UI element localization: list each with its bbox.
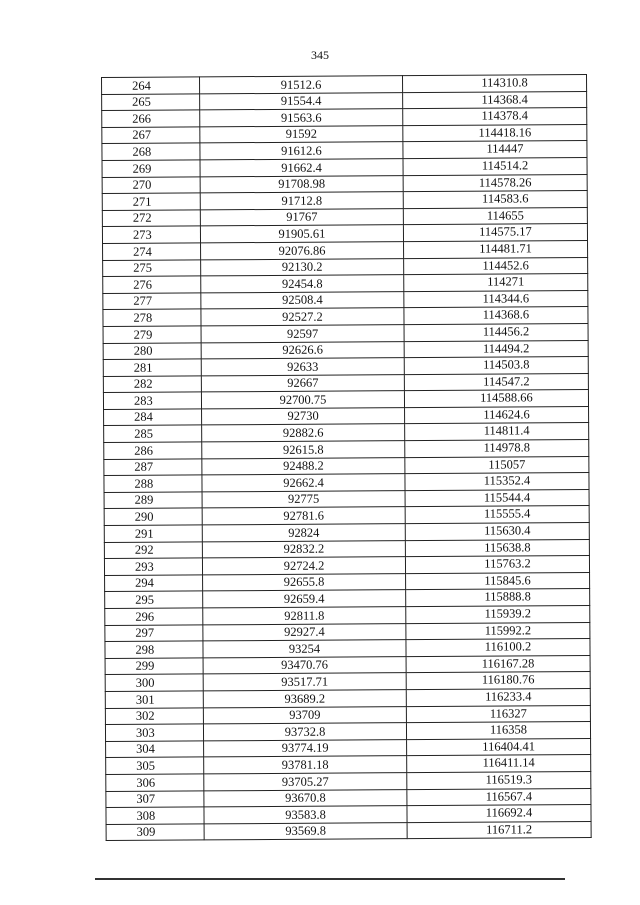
value-a-cell: 93705.27: [204, 773, 407, 791]
value-a-cell: 93517.71: [203, 673, 406, 691]
value-b-cell: 114481.71: [404, 240, 588, 258]
row-index-cell: 264: [102, 77, 200, 94]
row-index-cell: 294: [105, 575, 203, 592]
value-b-cell: 115845.6: [406, 572, 590, 590]
value-b-cell: 116692.4: [407, 805, 591, 823]
row-index-cell: 273: [102, 226, 200, 243]
value-b-cell: 115763.2: [405, 556, 589, 574]
value-a-cell: 92824: [202, 524, 405, 542]
value-b-cell: 114575.17: [403, 224, 587, 242]
value-a-cell: 93670.8: [204, 789, 407, 807]
row-index-cell: 270: [102, 176, 200, 193]
value-b-cell: 115630.4: [405, 523, 589, 541]
row-index-cell: 303: [105, 724, 203, 741]
row-index-cell: 271: [102, 193, 200, 210]
row-index-cell: 308: [106, 807, 204, 824]
row-index-cell: 266: [102, 110, 200, 127]
value-a-cell: 93781.18: [204, 756, 407, 774]
value-a-cell: 92662.4: [202, 474, 405, 492]
row-index-cell: 279: [103, 326, 201, 343]
value-b-cell: 114624.6: [405, 406, 589, 424]
value-a-cell: 93774.19: [204, 739, 407, 757]
value-a-cell: 93732.8: [203, 723, 406, 741]
value-b-cell: 114494.2: [404, 340, 588, 358]
bottom-rule: [95, 878, 565, 880]
value-b-cell: 114418.16: [403, 124, 587, 142]
value-a-cell: 93569.8: [204, 822, 407, 840]
row-index-cell: 309: [106, 824, 204, 841]
value-b-cell: 116100.2: [406, 639, 590, 657]
value-b-cell: 114578.26: [403, 174, 587, 192]
value-a-cell: 92700.75: [201, 391, 404, 409]
value-b-cell: 116233.4: [406, 688, 590, 706]
row-index-cell: 295: [105, 591, 203, 608]
row-index-cell: 277: [103, 293, 201, 310]
value-b-cell: 114310.8: [402, 75, 586, 93]
value-b-cell: 116167.28: [406, 655, 590, 673]
value-b-cell: 114447: [403, 141, 587, 159]
row-index-cell: 275: [103, 259, 201, 276]
row-index-cell: 289: [104, 492, 202, 509]
value-a-cell: 92633: [201, 358, 404, 376]
row-index-cell: 274: [103, 243, 201, 260]
value-b-cell: 116711.2: [407, 821, 591, 839]
value-b-cell: 114368.4: [403, 91, 587, 109]
row-index-cell: 307: [106, 790, 204, 807]
value-b-cell: 114344.6: [404, 290, 588, 308]
row-index-cell: 265: [102, 93, 200, 110]
value-b-cell: 116519.3: [407, 771, 591, 789]
value-a-cell: 91905.61: [200, 225, 403, 243]
value-a-cell: 92130.2: [201, 258, 404, 276]
value-a-cell: 93254: [203, 640, 406, 658]
value-b-cell: 115555.4: [405, 506, 589, 524]
value-a-cell: 91512.6: [200, 76, 403, 94]
value-a-cell: 93470.76: [203, 656, 406, 674]
value-a-cell: 92724.2: [202, 557, 405, 575]
row-index-cell: 291: [104, 525, 202, 542]
value-a-cell: 92626.6: [201, 341, 404, 359]
row-index-cell: 286: [104, 442, 202, 459]
row-index-cell: 305: [106, 757, 204, 774]
value-b-cell: 116327: [406, 705, 590, 723]
row-index-cell: 288: [104, 475, 202, 492]
row-index-cell: 296: [105, 608, 203, 625]
value-a-cell: 91612.6: [200, 142, 403, 160]
page-number: 345: [311, 48, 329, 62]
row-index-cell: 268: [102, 143, 200, 160]
value-a-cell: 93689.2: [203, 690, 406, 708]
value-a-cell: 92454.8: [201, 275, 404, 293]
value-b-cell: 114368.6: [404, 307, 588, 325]
value-a-cell: 92508.4: [201, 291, 404, 309]
row-index-cell: 267: [102, 127, 200, 144]
row-index-cell: 293: [104, 558, 202, 575]
value-a-cell: 92655.8: [203, 573, 406, 591]
value-a-cell: 92882.6: [202, 424, 405, 442]
row-index-cell: 306: [106, 774, 204, 791]
value-a-cell: 92781.6: [202, 507, 405, 525]
value-b-cell: 115544.4: [405, 489, 589, 507]
value-a-cell: 92811.8: [203, 607, 406, 625]
value-b-cell: 114456.2: [404, 323, 588, 341]
value-a-cell: 91662.4: [200, 159, 403, 177]
value-a-cell: 91712.8: [200, 192, 403, 210]
value-b-cell: 116567.4: [407, 788, 591, 806]
value-b-cell: 116180.76: [406, 672, 590, 690]
data-table: [101, 74, 592, 841]
row-index-cell: 290: [104, 508, 202, 525]
row-index-cell: 282: [103, 376, 201, 393]
row-index-cell: 278: [103, 309, 201, 326]
row-index-cell: 298: [105, 641, 203, 658]
value-a-cell: 92927.4: [203, 623, 406, 641]
value-a-cell: 91563.6: [200, 109, 403, 127]
value-b-cell: 114514.2: [403, 158, 587, 176]
value-a-cell: 92667: [201, 374, 404, 392]
value-a-cell: 92730: [202, 408, 405, 426]
value-a-cell: 91767: [200, 208, 403, 226]
value-b-cell: 116358: [406, 722, 590, 740]
row-index-cell: 276: [103, 276, 201, 293]
value-b-cell: 115992.2: [406, 622, 590, 640]
value-b-cell: 115939.2: [406, 606, 590, 624]
value-a-cell: 91592: [200, 125, 403, 143]
value-b-cell: 114378.4: [403, 108, 587, 126]
value-a-cell: 92832.2: [202, 540, 405, 558]
table-row: [106, 821, 591, 841]
value-a-cell: 92597: [201, 325, 404, 343]
row-index-cell: 292: [104, 542, 202, 559]
value-b-cell: 114271: [404, 274, 588, 292]
value-b-cell: 114978.8: [405, 440, 589, 458]
row-index-cell: 299: [105, 658, 203, 675]
value-b-cell: 116404.41: [407, 738, 591, 756]
value-b-cell: 114588.66: [404, 390, 588, 408]
table-body: [102, 75, 592, 841]
value-b-cell: 114503.8: [404, 357, 588, 375]
row-index-cell: 280: [103, 342, 201, 359]
value-a-cell: 92527.2: [201, 308, 404, 326]
value-b-cell: 114452.6: [404, 257, 588, 275]
row-index-cell: 300: [105, 674, 203, 691]
value-b-cell: 115888.8: [406, 589, 590, 607]
row-index-cell: 283: [103, 392, 201, 409]
row-index-cell: 272: [102, 210, 200, 227]
row-index-cell: 297: [105, 624, 203, 641]
value-a-cell: 93709: [203, 706, 406, 724]
value-b-cell: 115057: [405, 456, 589, 474]
row-index-cell: 304: [106, 741, 204, 758]
value-a-cell: 92615.8: [202, 441, 405, 459]
row-index-cell: 269: [102, 160, 200, 177]
value-a-cell: 92488.2: [202, 457, 405, 475]
value-a-cell: 92659.4: [203, 590, 406, 608]
row-index-cell: 281: [103, 359, 201, 376]
value-b-cell: 114811.4: [405, 423, 589, 441]
row-index-cell: 285: [104, 425, 202, 442]
row-index-cell: 302: [105, 707, 203, 724]
value-a-cell: 92775: [202, 490, 405, 508]
row-index-cell: 301: [105, 691, 203, 708]
value-b-cell: 116411.14: [407, 755, 591, 773]
row-index-cell: 284: [104, 409, 202, 426]
value-b-cell: 114547.2: [404, 373, 588, 391]
value-b-cell: 115352.4: [405, 473, 589, 491]
value-b-cell: 114655: [403, 207, 587, 225]
value-a-cell: 92076.86: [201, 242, 404, 260]
value-a-cell: 91708.98: [200, 175, 403, 193]
value-b-cell: 115638.8: [405, 539, 589, 557]
value-a-cell: 93583.8: [204, 806, 407, 824]
value-a-cell: 91554.4: [200, 92, 403, 110]
value-b-cell: 114583.6: [403, 191, 587, 209]
row-index-cell: 287: [104, 459, 202, 476]
